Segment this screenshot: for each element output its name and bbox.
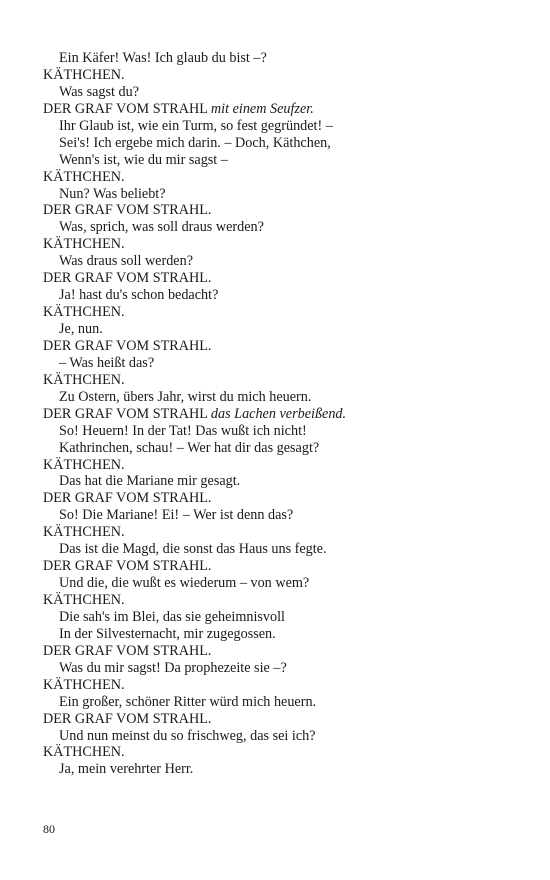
speaker-name: KÄTHCHEN. [43, 676, 125, 693]
verse-line: Und nun meinst du so frischweg, das sei ich? [59, 727, 316, 744]
speaker-name: DER GRAF VOM STRAHL. [43, 490, 212, 507]
speaker-name: KÄTHCHEN. [43, 456, 125, 473]
stage-direction: mit einem Seufzer. [210, 100, 314, 117]
verse-line: Was sagst du? [59, 83, 140, 100]
speaker-line [43, 304, 523, 321]
play-text [43, 50, 523, 778]
speaker-name: DER GRAF VOM STRAHL. [43, 642, 212, 659]
verse-line: Was du mir sagst! Da prophezeite sie –? [59, 659, 287, 676]
stage-direction: das Lachen verbeißend. [210, 405, 347, 422]
speaker-name: DER GRAF VOM STRAHL. [43, 337, 212, 354]
verse-line: Ein Käfer! Was! Ich glaub du bist –? [59, 50, 267, 66]
verse-line: Das hat die Mariane mir gesagt. [59, 473, 241, 490]
speaker-line [43, 101, 523, 118]
speaker-line [43, 236, 523, 253]
verse-line: Die sah's im Blei, das sie geheimnisvoll [59, 608, 285, 625]
verse-line: Je, nun. [59, 321, 103, 337]
speaker-name: KÄTHCHEN. [43, 524, 125, 541]
speaker-line [43, 457, 523, 474]
speaker-name: DER GRAF VOM STRAHL. [43, 270, 212, 287]
speaker-name: DER GRAF VOM STRAHL. [43, 202, 212, 219]
verse-line: Das ist die Magd, die sonst das Haus uns fegte. [59, 541, 327, 558]
verse-line: Kathrinchen, schau! – Wer hat dir das gesagt? [59, 439, 320, 456]
speaker-line [43, 67, 523, 84]
speaker-name: KÄTHCHEN. [43, 744, 125, 761]
verse-line: Wenn's ist, wie du mir sagst – [59, 151, 228, 168]
speaker-name: DER GRAF VOM STRAHL [43, 405, 208, 422]
verse-line: – Was heißt das? [59, 354, 155, 371]
speaker-line [43, 202, 523, 219]
speaker-name: DER GRAF VOM STRAHL. [43, 710, 212, 727]
verse-line: Sei's! Ich ergebe mich darin. – Doch, Käthchen, [59, 134, 331, 151]
speaker-name: DER GRAF VOM STRAHL. [43, 558, 212, 575]
verse-line: Ja, mein verehrter Herr. [59, 761, 194, 778]
speaker-line [43, 490, 523, 507]
speaker-name: KÄTHCHEN. [43, 66, 125, 83]
speaker-line [43, 558, 523, 575]
verse-line: So! Die Mariane! Ei! – Wer ist denn das? [59, 507, 294, 524]
verse-line: Was draus soll werden? [59, 253, 193, 270]
speaker-line [43, 406, 523, 423]
verse-line: Nun? Was beliebt? [59, 185, 166, 202]
page-number: 80 [43, 822, 55, 836]
verse-line: Und die, die wußt es wiederum – von wem? [59, 575, 310, 592]
speaker-line [43, 744, 523, 761]
verse-line: Was, sprich, was soll draus werden? [59, 219, 264, 236]
speaker-line [43, 643, 523, 660]
speaker-name: KÄTHCHEN. [43, 371, 125, 388]
speaker-line [43, 592, 523, 609]
speaker-line [43, 677, 523, 694]
verse-line: Ja! hast du's schon bedacht? [59, 287, 219, 304]
speaker-line [43, 338, 523, 355]
speaker-line [43, 372, 523, 389]
verse-line: Zu Ostern, übers Jahr, wirst du mich heuern. [59, 388, 312, 405]
verse-line: Ein großer, schöner Ritter würd mich heuern. [59, 693, 317, 710]
speaker-name: KÄTHCHEN. [43, 236, 125, 253]
speaker-line [43, 270, 523, 287]
speaker-line [43, 524, 523, 541]
speaker-name: DER GRAF VOM STRAHL [43, 100, 208, 117]
verse-line: In der Silvesternacht, mir zugegossen. [59, 625, 276, 642]
speaker-name: KÄTHCHEN. [43, 304, 125, 321]
verse-line: So! Heuern! In der Tat! Das wußt ich nicht! [59, 422, 307, 439]
speaker-line [43, 711, 523, 728]
speaker-name: KÄTHCHEN. [43, 168, 125, 185]
verse-line: Ihr Glaub ist, wie ein Turm, so fest gegründet! – [59, 117, 333, 134]
speaker-line [43, 169, 523, 186]
speaker-name: KÄTHCHEN. [43, 592, 125, 608]
